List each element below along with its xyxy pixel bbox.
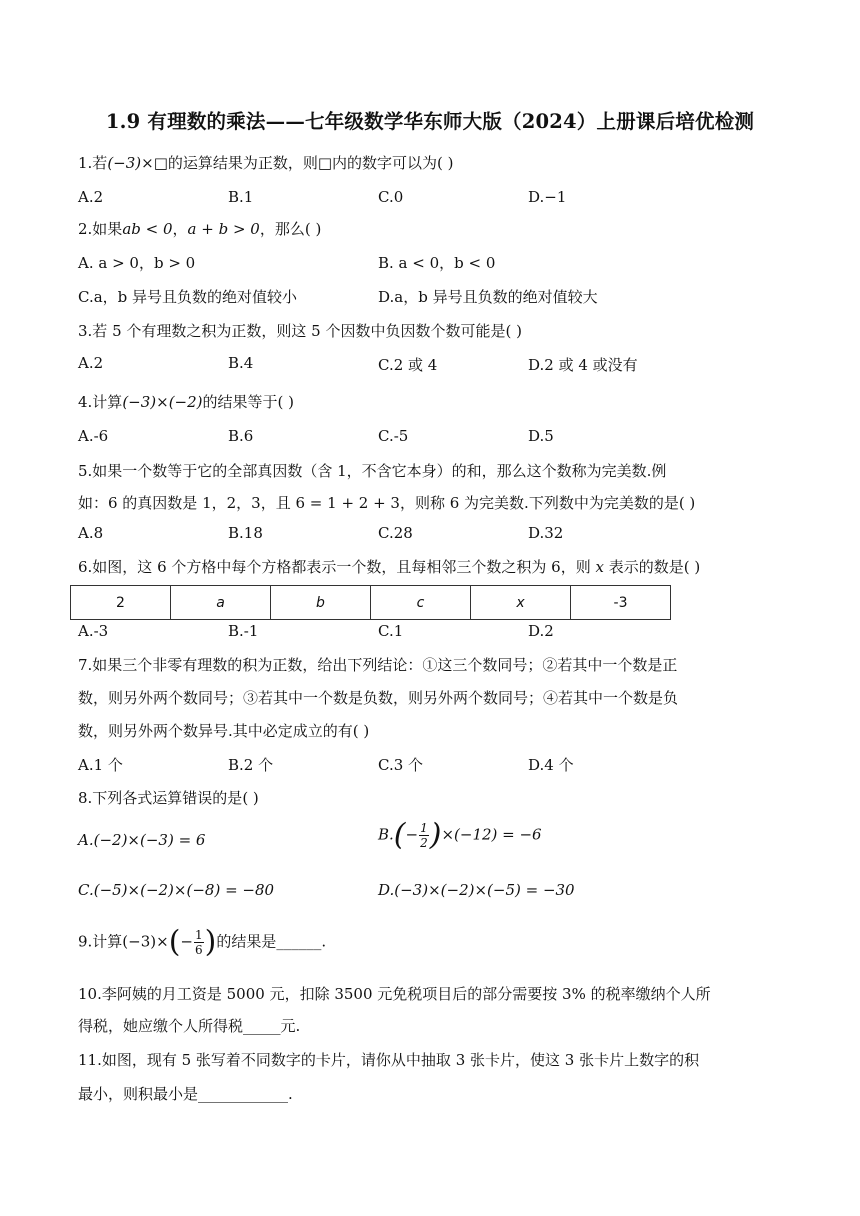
question-7-line-1: 7.如果三个非零有理数的积为正数，给出下列结论：①这三个数同号；②若其中一个数是正 [78,656,678,674]
q5-option-d[interactable]: D.32 [528,524,564,542]
q2-option-d[interactable]: D.a，b 异号且负数的绝对值较大 [378,288,598,306]
q6-suffix: 表示的数是( ) [603,558,701,576]
q4-option-a[interactable]: A.-6 [78,427,109,445]
q8-b-rest: ×(−12) = −6 [441,825,542,844]
q3-option-c[interactable]: C.2 或 4 [378,356,438,374]
q8-option-c[interactable]: C.(−5)×(−2)×(−8) = −80 [78,881,275,899]
q8-option-d[interactable]: D.(−3)×(−2)×(−5) = −30 [378,881,575,899]
q2-option-c[interactable]: C.a，b 异号且负数的绝对值较小 [78,288,298,306]
q6-option-b[interactable]: B.-1 [228,622,259,640]
question-3: 3.若 5 个有理数之积为正数，则这 5 个因数中负因数个数可能是( ) [78,322,522,340]
paren-close: ) [429,817,442,853]
q7-option-c[interactable]: C.3 个 [378,756,424,774]
question-5-line-1: 5.如果一个数等于它的全部真因数（含 1，不含它本身）的和，那么这个数称为完美数.例 [78,462,667,480]
paren-close: ) [204,924,217,960]
q7-option-d[interactable]: D.4 个 [528,756,574,774]
paren-open: ( [168,924,181,960]
grid-cell: x [471,586,571,620]
q1-option-c[interactable]: C.0 [378,188,404,206]
q1-prefix: 1.若 [78,154,108,172]
q4-expression: (−3)×(−2) [122,393,203,411]
q4-prefix: 4.计算 [78,393,123,411]
q2-condition-1: ab < 0 [122,220,173,238]
q2-option-a[interactable]: A. a > 0，b > 0 [78,254,196,272]
question-11-line-1: 11.如图，现有 5 张写着不同数字的卡片，请你从中抽取 3 张卡片，使这 3 张卡片上数字的积 [78,1051,700,1069]
q2-condition-2: a + b > 0 [187,220,260,238]
question-1 [78,152,454,173]
q4-suffix: 的结果等于( ) [202,393,294,411]
q3-option-b[interactable]: B.4 [228,354,254,372]
question-4 [78,391,294,412]
q9-suffix: 的结果是______. [216,932,327,951]
q1-option-b[interactable]: B.1 [228,188,254,206]
q1-option-d[interactable]: D.−1 [528,188,567,206]
q8-option-a[interactable]: A.(−2)×(−3) = 6 [78,831,206,849]
q1-suffix: 的运算结果为正数，则□内的数字可以为( ) [167,154,454,172]
q1-option-a[interactable]: A.2 [78,188,104,206]
q4-option-b[interactable]: B.6 [228,427,254,445]
question-2 [78,218,321,239]
q6-option-a[interactable]: A.-3 [78,622,109,640]
grid-cell: b [271,586,371,620]
q5-option-c[interactable]: C.28 [378,524,413,542]
q6-variable: x [595,558,604,576]
fraction-numerator: 1 [420,821,428,835]
q2-prefix: 2.如果 [78,220,123,238]
q2-suffix: ，那么( ) [259,220,322,238]
q6-prefix: 6.如图，这 6 个方格中每个方格都表示一个数，且每相邻三个数之积为 6，则 [78,558,596,576]
q3-option-d[interactable]: D.2 或 4 或没有 [528,356,638,374]
q6-option-d[interactable]: D.2 [528,622,554,640]
q2-separator: ， [172,220,188,238]
question-7-line-2: 数，则另外两个数同号；③若其中一个数是负数，则另外两个数同号；④若其中一个数是负 [78,689,679,707]
question-10-line-1: 10.李阿姨的月工资是 5000 元，扣除 3500 元免税项目后的部分需要按 3% 的税率缴纳个人所 [78,985,711,1003]
q7-option-a[interactable]: A.1 个 [78,756,123,774]
question-11-line-2: 最小，则积最小是____________. [78,1085,293,1103]
grid-cell: 2 [71,586,171,620]
q5-option-a[interactable]: A.8 [78,524,104,542]
q7-option-b[interactable]: B.2 个 [228,756,274,774]
q4-option-c[interactable]: C.-5 [378,427,409,445]
q8-b-label: B. [378,825,394,844]
q1-expression: (−3)×□ [107,154,168,172]
fraction-numerator: 1 [195,928,203,942]
q3-option-a[interactable]: A.2 [78,354,104,372]
question-8: 8.下列各式运算错误的是( ) [78,789,259,807]
fraction-denominator: 6 [195,943,203,957]
page-title: 1.9 有理数的乘法——七年级数学华东师大版（2024）上册课后培优检测 [105,110,755,133]
q2-option-b[interactable]: B. a < 0，b < 0 [378,254,496,272]
q9-prefix: 9.计算(−3)× [78,932,169,951]
grid-cell: -3 [571,586,671,620]
q5-option-b[interactable]: B.18 [228,524,263,542]
question-10-line-2: 得税，她应缴个人所得税_____元. [78,1017,301,1035]
q8-option-b[interactable]: B.(− $\frac{1}{2}$ )×(−12) = −6 [378,817,542,853]
grid-row [71,586,671,620]
fraction-denominator: 2 [420,836,428,850]
q6-option-c[interactable]: C.1 [378,622,404,640]
q8-b-fraction [419,821,429,850]
q6-number-grid [70,585,671,620]
q9-fraction [194,928,204,957]
grid-cell: a [171,586,271,620]
question-6 [78,556,700,577]
question-7-line-3: 数，则另外两个数异号.其中必定成立的有( ) [78,722,370,740]
q4-option-d[interactable]: D.5 [528,427,554,445]
question-5-line-2: 如：6 的真因数是 1，2，3，且 6 = 1 + 2 + 3，则称 6 为完美数.下列数中为完美数的是( ) [78,494,696,512]
question-9: 9.计算(−3)×(− $\frac{1}{6}$ )的结果是______. [78,924,327,960]
grid-cell: c [371,586,471,620]
paren-open: ( [393,817,406,853]
